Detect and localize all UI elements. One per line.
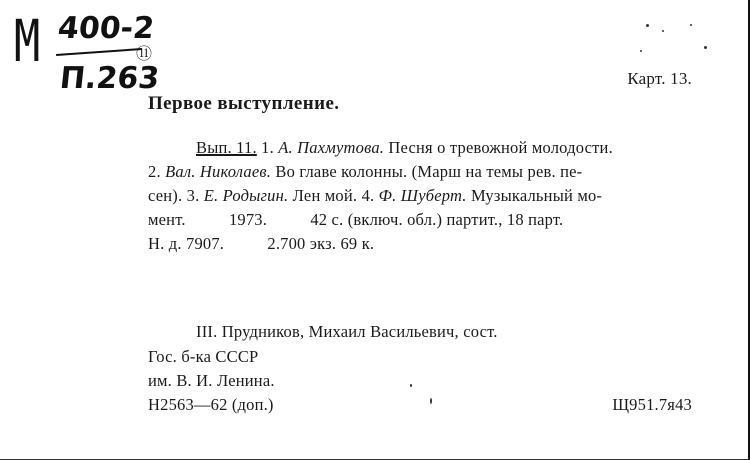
text-segment: 1. — [256, 138, 279, 157]
author-name: Е. Родыгин. — [203, 186, 289, 205]
control-number: Н2563—62 (доп.) — [148, 395, 274, 414]
text-segment: Во главе колонны. (Марш на темы рев. пе- — [271, 162, 583, 181]
library-line-2: им. В. И. Ленина. — [148, 371, 275, 390]
speck — [430, 398, 432, 404]
classification-code: Щ951.7я43 — [612, 395, 692, 414]
handwritten-shelf-number: 400-2 — [56, 11, 156, 46]
library-line-1: Гос. б-ка СССР — [148, 347, 259, 366]
author-name: А. Пахмутова. — [278, 138, 385, 157]
text-segment: 2. — [148, 162, 166, 181]
author-name: Ф. Шуберт. — [378, 186, 467, 205]
description-line-2 — [148, 162, 582, 182]
speck — [410, 384, 412, 387]
description-line-3 — [148, 186, 602, 206]
handwritten-inventory-number: П.263 — [58, 61, 162, 96]
card-title: Первое выступление. — [148, 93, 340, 114]
author-name: Вал. Николаев. — [165, 162, 272, 181]
compiler-line: III. Прудников, Михаил Васильевич, сост. — [196, 322, 498, 341]
speck — [704, 46, 707, 49]
description-line-4: мент. 1973. 42 с. (включ. обл.) партит., 18 парт. — [148, 210, 564, 229]
speck — [662, 30, 664, 32]
handwritten-letter: М — [14, 7, 41, 75]
description-line-1 — [196, 138, 613, 158]
card-number: Карт. 13. — [627, 69, 692, 88]
speck — [646, 24, 649, 27]
issue-number: Вып. 11. — [196, 138, 257, 157]
text-segment: Музыкальный мо- — [466, 186, 603, 205]
speck — [690, 24, 692, 26]
handwritten-rule — [56, 48, 142, 56]
description-line-5: Н. д. 7907. 2.700 экз. 69 к. — [148, 234, 375, 253]
text-segment: сен). 3. — [148, 186, 204, 205]
text-segment: Песня о тревожной молодости. — [384, 138, 613, 157]
text-segment: Лен мой. 4. — [288, 186, 379, 205]
handwritten-mark: ⑪ — [136, 44, 153, 63]
speck — [640, 50, 642, 52]
